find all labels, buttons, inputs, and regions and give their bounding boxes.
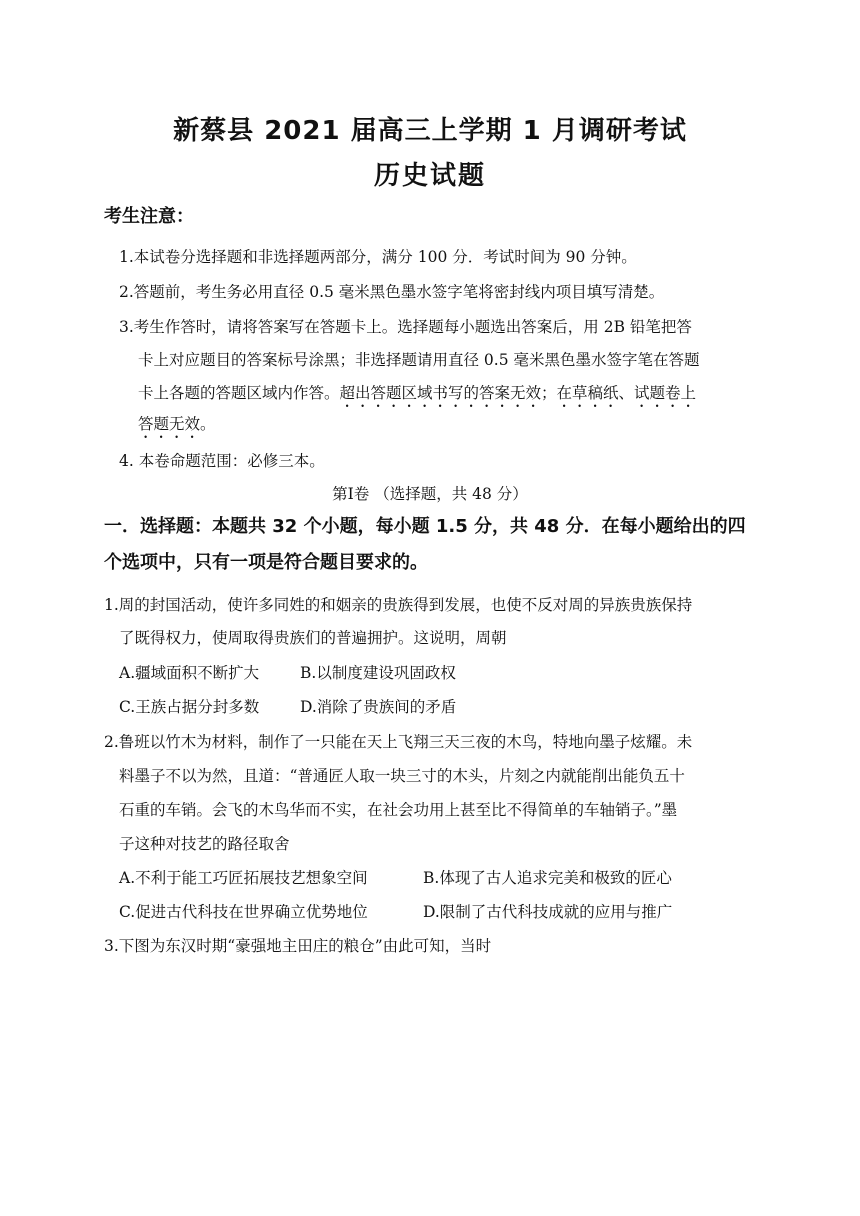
question-1-line-2: 了既得权力，使周取得贵族们的普遍拥护。这说明，周朝 — [119, 629, 507, 647]
notice-item-3-cont-2-plain: 卡上各题的答题区域内作答。 — [138, 384, 340, 402]
notice-item-2: 2.答题前，考生务必用直径 0.5 毫米黑色墨水签字笔将密封线内项目填写清楚。 — [119, 283, 665, 301]
question-2-option-c: C.促进古代科技在世界确立优势地位 — [119, 903, 368, 921]
exam-title: 新蔡县 2021 届高三上学期 1 月调研考试 — [173, 116, 687, 146]
notice-item-1: 1.本试卷分选择题和非选择题两部分，满分 100 分．考试时间为 90 分钟。 — [119, 248, 637, 266]
question-2-line-1: 2.鲁班以竹木为材料，制作了一只能在天上飞翔三天三夜的木鸟，特地向墨子炫耀。未 — [104, 733, 693, 751]
exam-subtitle: 历史试题 — [373, 161, 486, 191]
part-instruction-line2: 个选项中，只有一项是符合题目要求的。 — [104, 552, 428, 573]
question-2-option-b: B.体现了古人追求完美和极致的匠心 — [423, 869, 672, 887]
question-1-option-c: C.王族占据分封多数 — [119, 698, 260, 716]
question-1-option-a: A.疆域面积不断扩大 — [119, 664, 260, 682]
question-2-line-4: 子这种对技艺的路径取舍 — [119, 835, 290, 853]
part-instruction-line1: 一．选择题：本题共 32 个小题，每小题 1.5 分，共 48 分．在每小题给出的四 — [104, 516, 746, 537]
notice-heading: 考生注意： — [104, 206, 194, 227]
question-3-line-1: 3.下图为东汉时期“豪强地主田庄的粮仓”由此可知，当时 — [104, 937, 492, 955]
notice-emphasis-2: 答题无效。 — [138, 415, 216, 433]
question-1-line-1: 1.周的封国活动，使许多同姓的和姻亲的贵族得到发展，也使不反对周的异族贵族保持 — [104, 596, 693, 614]
question-2-line-2: 料墨子不以为然，且道：“普通匠人取一块三寸的木头，片刻之内就能削出能负五十 — [119, 767, 685, 785]
question-1-option-d: D.消除了贵族间的矛盾 — [300, 698, 457, 716]
question-2-option-d: D.限制了古代科技成就的应用与推广 — [423, 903, 673, 921]
notice-item-4: 4. 本卷命题范围：必修三本。 — [119, 452, 325, 470]
question-2-option-a: A.不利于能工巧匠拓展技艺想象空间 — [119, 869, 368, 887]
question-1-option-b: B.以制度建设巩固政权 — [300, 664, 456, 682]
section-title: 第Ⅰ卷 （选择题，共 48 分） — [332, 485, 528, 503]
notice-emphasis-1: 超出答题区域书写的答案无效；在草稿纸、试题卷上 — [339, 384, 697, 402]
notice-item-3: 3.考生作答时，请将答案写在答题卡上。选择题每小题选出答案后，用 2B 铅笔把答 — [119, 318, 692, 336]
notice-item-3-cont-2 — [138, 381, 696, 411]
question-2-line-3: 石重的车销。会飞的木鸟华而不实，在社会功用上甚至比不得简单的车轴销子。”墨 — [119, 801, 678, 819]
notice-item-3-cont-1: 卡上对应题目的答案标号涂黑；非选择题请用直径 0.5 毫米黑色墨水签字笔在答题 — [138, 351, 700, 369]
